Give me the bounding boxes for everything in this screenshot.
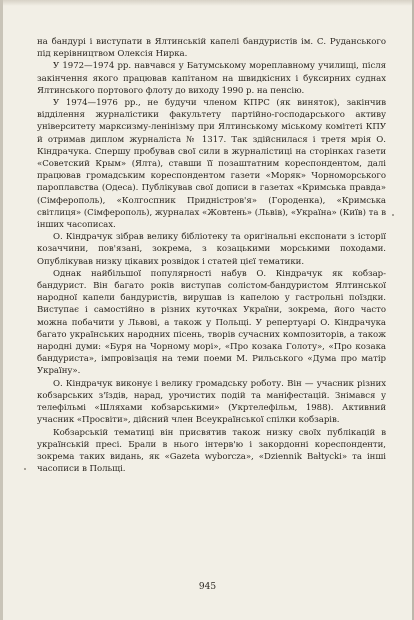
paragraph-continuation: на бандурі і виступати в Ялтинській капелі бандуристів ім. С. Руданського під керівництвом Олексія Нирка. [37, 37, 386, 60]
paragraph-public-work: О. Кіндрачук виконує і велику громадську роботу. Він — учасник різних кобзарських з'їздів, нарад, урочистих подій та маніфестацій. Знімався у телефільмі «Шляхами кобзарськими» (Укртелефільм, 1988). Активний учасник «Просвіти», дійсний член Всеукраїнської спілки кобзарів. [37, 378, 386, 426]
paragraph-batumi-school: У 1972—1974 рр. навчався у Батумському мореплавному училищі, після закінчення якого працював капітаном на швидкісних і буксирних суднах Ялтинського портового флоту до виходу 1990 р. на пенсію. [37, 61, 386, 96]
page-number: 945 [198, 582, 217, 592]
paragraph-journalism: У 1974—1976 рр., не будучи членом КПРС (як виняток), закінчив відділення журналістики факультету партійно-господарського активу університету марксизму-ленінізму при Ялтинському міському комітеті КПУ й отримав диплом журналіста № 1317. Так здійснилася і третя мрія О. Кіндрачука. Спершу пробував свої сили в журналістиці на сторінках газети «Советский Крым» (Ялта), ставши її позаштатним кореспондентом, далі працював громадським кореспондентом газети «Моряк» Чорноморського пароплавства (Одеса). Публікував свої дописи в газетах «Кримська правда» (Сімферополь), «Колгоспник Придністров'я» (Городенка), «Кримська світлиця» (Сімферополь), журналах «Жовтень» (Львів), «Україна» (Київ) та в інших часописах. [37, 98, 386, 231]
paragraph-library: О. Кіндрачук зібрав велику бібліотеку та оригінальні експонати з історії козаччини, пов'язані, зокрема, з козацькими морськими походами. Опублікував низку цікавих розвідок і статей цієї тематики. [37, 232, 386, 267]
scan-speck [24, 468, 26, 470]
paragraph-kobzar: Однак найбільшої популярності набув О. Кіндрачук як кобзар-бандурист. Він багато років виступав солістом-бандуристом Ялтинської народної капели бандуристів, вирушав із капелою у гастрольні поїздки. Виступає і самостійно в різних куточках України, зокрема, його часто можна побачити у Львові, а також у Польщі. У репертуарі О. Кіндрачука багато українських народних пісень, творів сучасних композиторів, а також народні думи: «Буря на Чорному морі», «Про козака Голоту», «Про козака бандуриста», імпровізація на теми поеми М. Рильського «Дума про матір Україну». [37, 268, 386, 377]
scan-shadow [3, 0, 412, 6]
paragraph-publications: Кобзарській тематиці він присвятив також низку своїх публікацій в українській пресі. Брали в нього інтерв'ю і закордонні кореспонденти, зокрема таких видань, як «Gazeta wyborcza», «Dziennik Bałtycki» та інші часописи в Польщі. [37, 427, 386, 475]
page-text [37, 36, 386, 475]
scan-speck [392, 214, 394, 216]
